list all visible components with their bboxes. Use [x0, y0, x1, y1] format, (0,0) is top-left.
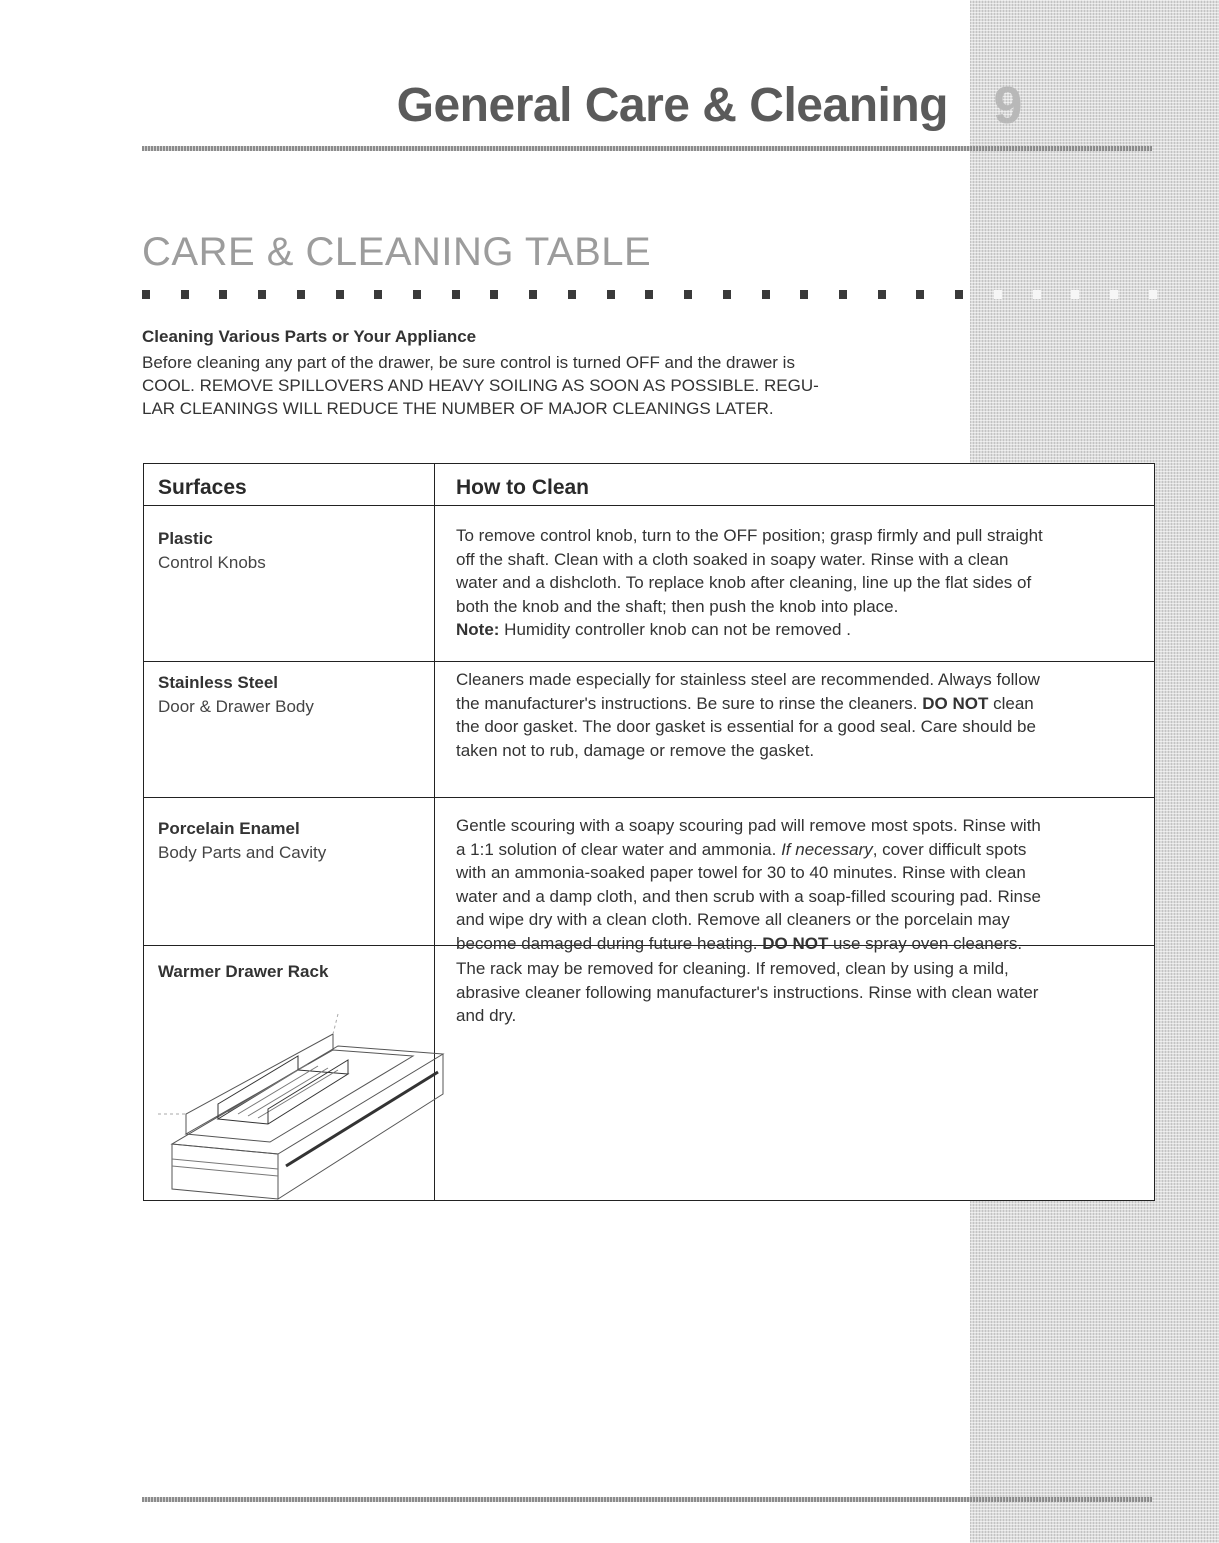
note-label: Note: [456, 620, 500, 639]
page-title: General Care & Cleaning [396, 79, 948, 132]
header-divider [144, 505, 1154, 506]
cleaning-instructions: Cleaners made especially for stainless steel are recommended. Always follow the manufacturer's instructions. Be sure to rinse the cleaners. DO NOT clean the door gasket. The door gasket is essential for a good seal. Care should be taken not to rub, damage or remove the gasket. [456, 670, 1040, 760]
surface-name: Porcelain Enamel [158, 819, 300, 838]
care-cleaning-table [143, 463, 1155, 1201]
bottom-rule [142, 1497, 1152, 1502]
intro-heading: Cleaning Various Parts or Your Appliance [142, 327, 477, 346]
surface-name: Plastic [158, 529, 213, 548]
surface-name: Warmer Drawer Rack [158, 962, 329, 981]
section-title: CARE & CLEANING TABLE [142, 230, 652, 274]
cleaning-instructions: The rack may be removed for cleaning. If removed, clean by using a mild, abrasive cleaner following manufacturer's instructions. Rinse with clean water and dry. [456, 959, 1039, 1025]
how-to-clean-header: How to Clean [456, 476, 590, 499]
surfaces-header: Surfaces [158, 476, 247, 499]
row-divider [144, 797, 1154, 798]
surface-name: Stainless Steel [158, 673, 279, 692]
intro-text: Before cleaning any part of the drawer, be sure control is turned OFF and the drawer is COOL. REMOVE SPILLOVERS AND HEAVY SOILING AS SOON AS POSSIBLE. REGU- LAR CLEANINGS WILL REDUCE THE NUMBER OF MAJOR CLEANINGS LATER. [142, 353, 819, 418]
cleaning-instructions: Gentle scouring with a soapy scouring pad will remove most spots. Rinse with a 1:1 solution of clear water and ammonia. If necessary, cover difficult spots with an ammonia-soaked paper towel for 30 to 40 minutes. Rinse with clean water and a damp cloth, and then scrub with a soap-filled scouring pad. Rinse and wipe dry with a clean cloth. Remove all cleaners or the porcelain may become damaged during future heating. DO NOT use spray oven cleaners. [456, 816, 1041, 953]
surface-subtitle: Body Parts and Cavity [158, 843, 327, 862]
surface-subtitle: Door & Drawer Body [158, 697, 314, 716]
page-number: 9 [993, 77, 1023, 135]
cleaning-instructions: To remove control knob, turn to the OFF position; grasp firmly and pull straight off the shaft. Clean with a cloth soaked in soapy water. Rinse with a clean water and a dishcloth. To replace knob after cleaning, line up the flat sides of both the knob and the shaft; then push the knob into place. Note: Humidity controller knob can not be removed . [456, 526, 1043, 639]
surface-subtitle: Control Knobs [158, 553, 266, 572]
top-rule [142, 146, 1152, 151]
square-divider [142, 290, 1157, 301]
warmer-drawer-rack-illustration [158, 994, 448, 1204]
row-divider [144, 661, 1154, 662]
